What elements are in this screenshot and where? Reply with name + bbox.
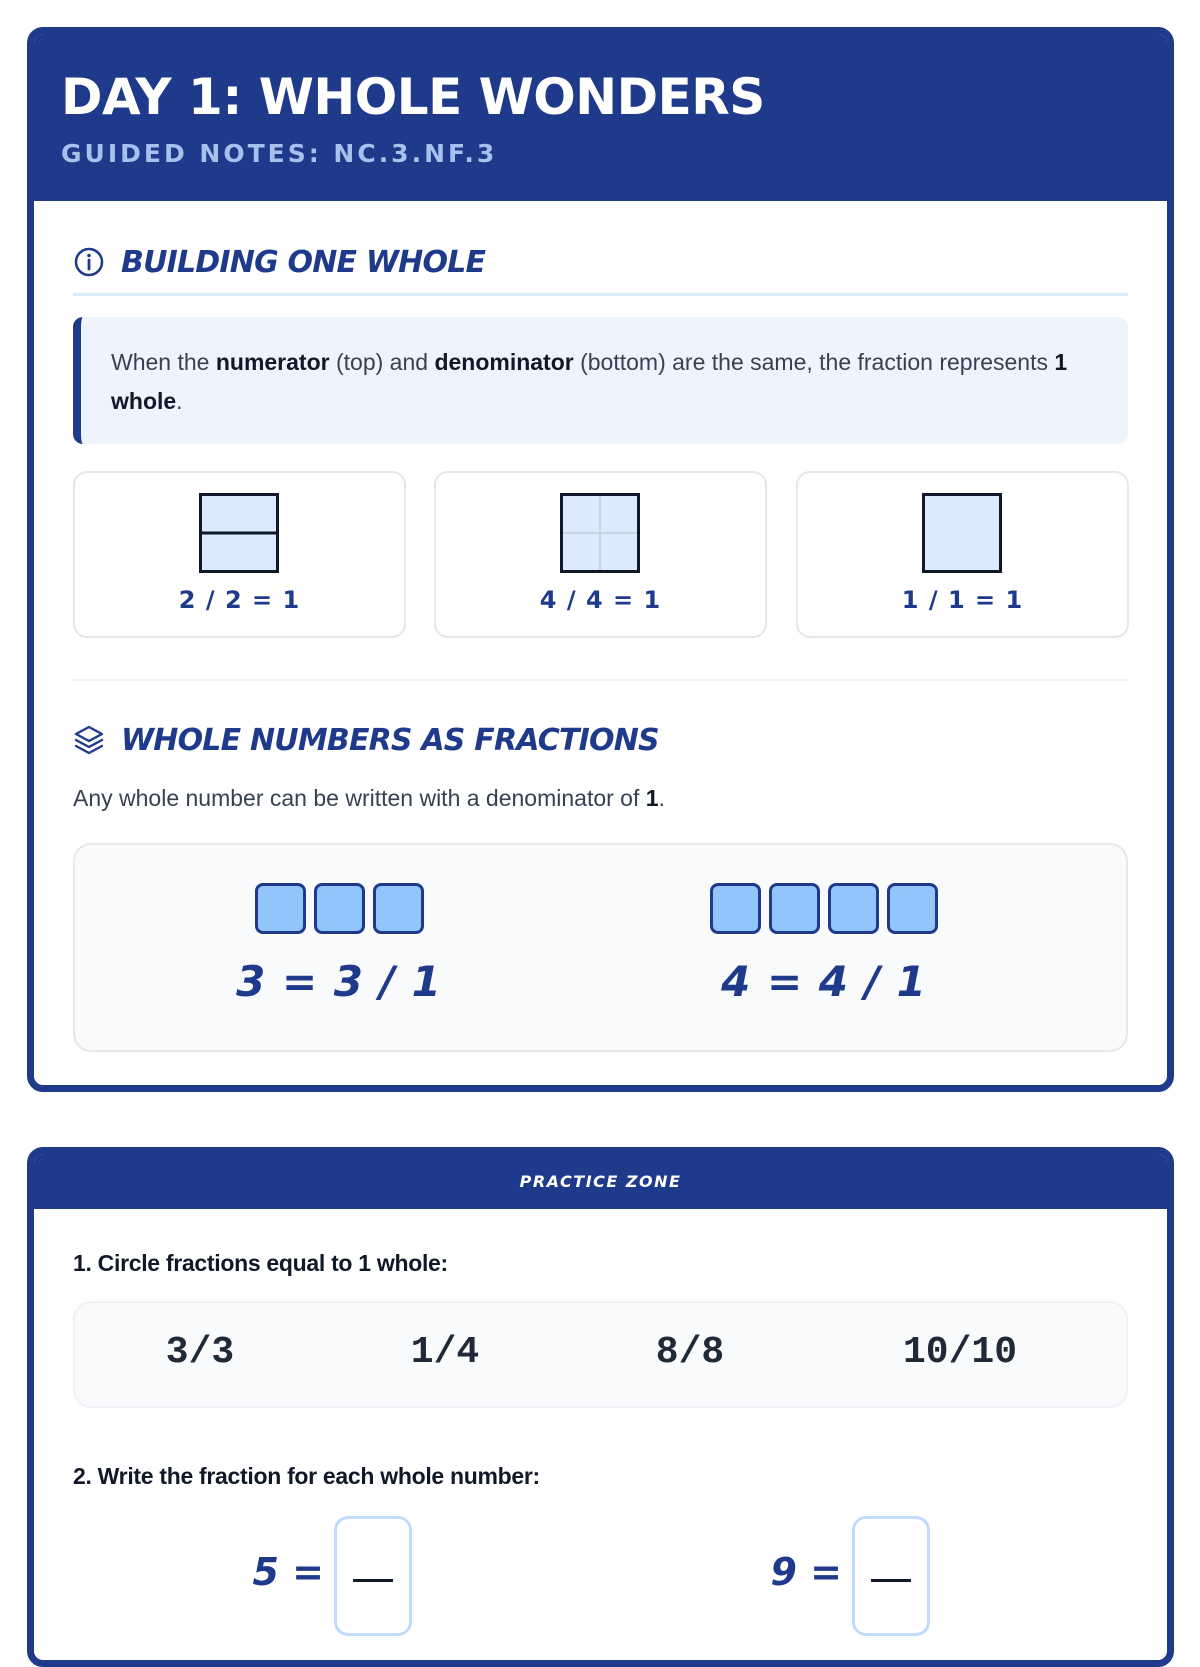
guided-notes-card xyxy=(27,27,1174,1092)
example-equation: 3 = 3 / 1 xyxy=(236,957,442,1006)
section-title: BUILDING ONE WHOLE xyxy=(121,244,486,280)
term-numerator: numerator xyxy=(215,349,330,375)
fraction-bar xyxy=(871,1579,911,1582)
quarters-square-icon xyxy=(560,493,640,573)
whole-square-icon xyxy=(922,493,1002,573)
whole-number-examples xyxy=(73,843,1128,1052)
fraction-model-label: 4 / 4 = 1 xyxy=(539,586,662,614)
whole-number-label: 5 = xyxy=(252,1550,324,1594)
fraction-model-row xyxy=(73,471,1129,638)
layers-icon xyxy=(73,724,105,756)
unit-blocks xyxy=(75,883,603,934)
fraction-option[interactable]: 8/8 xyxy=(655,1331,725,1374)
fraction-model-label: 1 / 1 = 1 xyxy=(901,586,1024,614)
callout-text: . xyxy=(176,388,183,414)
definition-callout xyxy=(73,317,1128,444)
practice-card xyxy=(27,1147,1174,1667)
section-title: WHOLE NUMBERS AS FRACTIONS xyxy=(121,722,659,758)
page-title: DAY 1: WHOLE WONDERS xyxy=(61,68,765,126)
example-three xyxy=(75,845,603,1050)
practice-zone-banner: PRACTICE ZONE xyxy=(34,1154,1167,1209)
unit-block xyxy=(314,883,365,934)
callout-text: When the xyxy=(111,349,216,375)
fraction-answer-box[interactable] xyxy=(852,1516,930,1636)
fraction-option[interactable]: 3/3 xyxy=(165,1331,235,1374)
whole-number-label: 9 = xyxy=(770,1550,842,1594)
fraction-model-halves xyxy=(73,471,406,638)
term-denominator: denominator xyxy=(434,349,574,375)
fraction-option[interactable]: 1/4 xyxy=(410,1331,480,1374)
section-heading-building-one-whole xyxy=(73,245,1128,296)
fraction-bar xyxy=(353,1579,393,1582)
unit-blocks xyxy=(560,883,1088,934)
page-subtitle: GUIDED NOTES: NC.3.NF.3 xyxy=(61,139,498,168)
callout-text: (top) and xyxy=(329,349,435,375)
fraction-option[interactable]: 10/10 xyxy=(902,1331,1018,1374)
fraction-answer-box[interactable] xyxy=(334,1516,412,1636)
fraction-options xyxy=(73,1301,1128,1408)
unit-block xyxy=(373,883,424,934)
intro-bold: 1 xyxy=(645,785,659,811)
section-heading-whole-numbers xyxy=(73,720,1128,760)
example-four xyxy=(560,845,1088,1050)
fraction-model-label: 2 / 2 = 1 xyxy=(178,586,301,614)
fraction-model-quarters xyxy=(434,471,767,638)
unit-block xyxy=(255,883,306,934)
unit-block xyxy=(710,883,761,934)
intro-end: . xyxy=(658,785,665,811)
info-circle-icon xyxy=(73,246,105,278)
unit-block xyxy=(828,883,879,934)
question-two: 2. Write the fraction for each whole number: xyxy=(73,1463,540,1489)
term-one-whole: 1 whole xyxy=(111,349,1068,414)
halves-square-icon xyxy=(199,493,279,573)
unit-block xyxy=(769,883,820,934)
section-intro xyxy=(73,785,665,812)
fraction-model-whole xyxy=(796,471,1129,638)
example-equation: 4 = 4 / 1 xyxy=(721,957,927,1006)
question-one: 1. Circle fractions equal to 1 whole: xyxy=(73,1250,448,1276)
intro-text: Any whole number can be written with a denominator of xyxy=(73,785,646,811)
callout-text: (bottom) are the same, the fraction represents xyxy=(573,349,1055,375)
header-banner xyxy=(34,34,1167,201)
section-divider xyxy=(73,679,1128,681)
unit-block xyxy=(887,883,938,934)
